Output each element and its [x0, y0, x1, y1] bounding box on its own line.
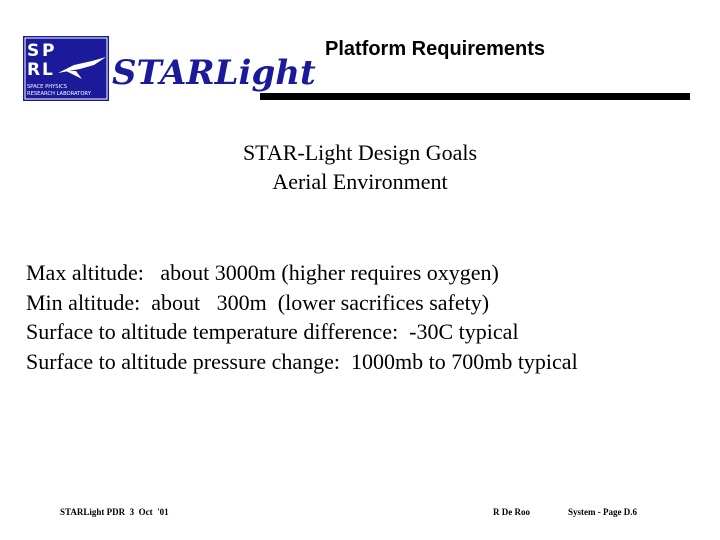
header-rule — [260, 93, 690, 100]
logo-letter-p: P — [42, 41, 55, 61]
header-title: Platform Requirements — [325, 38, 546, 60]
requirement-min-altitude: Min altitude: about 300m (lower sacrifices safety) — [26, 289, 490, 315]
requirement-pressure: Surface to altitude pressure change: 1000mb to 700mb typical — [26, 348, 578, 374]
logo-caption-line1: SPACE PHYSICS — [27, 84, 68, 90]
logo-caption-line2: RESEARCH LABORATORY — [27, 91, 91, 97]
footer-event: STARLight PDR 3 Oct '01 — [60, 507, 169, 517]
sprl-logo — [22, 35, 110, 102]
logo-letter-s: S — [27, 41, 40, 61]
requirement-max-altitude: Max altitude: about 3000m (higher requires oxygen) — [26, 260, 499, 285]
requirements-list — [26, 258, 578, 376]
logo-letter-l: L — [42, 60, 53, 80]
footer-page: System - Page D.6 — [568, 507, 637, 517]
footer-author: R De Roo — [493, 507, 530, 517]
requirement-temperature: Surface to altitude temperature difference: -30C typical — [26, 319, 519, 344]
logo-letter-r: R — [27, 60, 41, 80]
slide-subtitle-line2: Aerial Environment — [272, 169, 448, 194]
brand-name: STARLight — [112, 53, 316, 93]
slide-subtitle-line1: STAR-Light Design Goals — [242, 140, 478, 165]
